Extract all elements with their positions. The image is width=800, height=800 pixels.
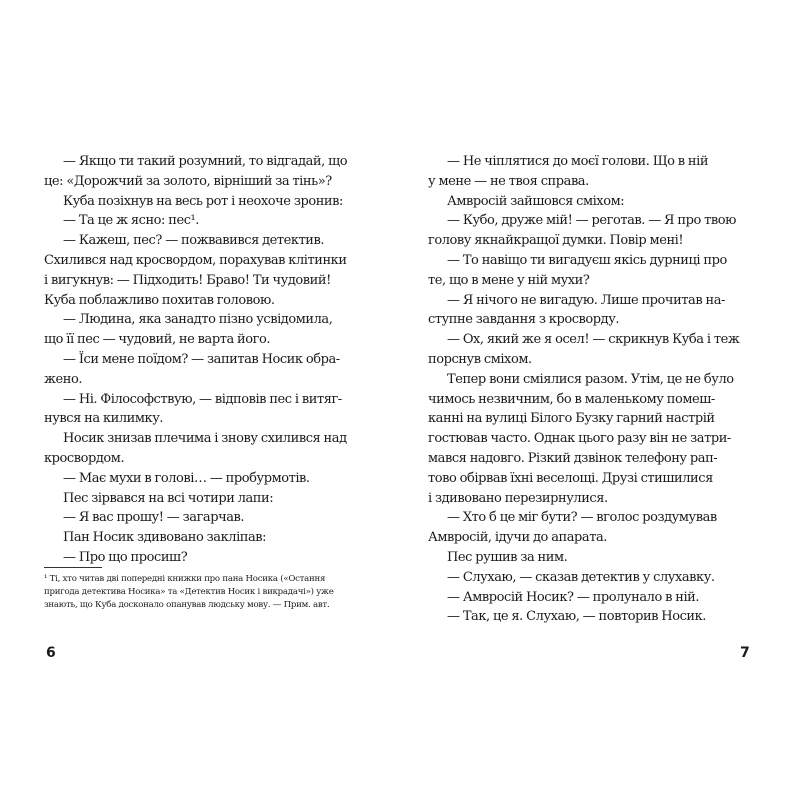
footnote [44,573,364,612]
text-line: — Так, це я. Слухаю, — повторив Носик. [447,609,706,625]
text-line: жено. [44,371,83,387]
text-line: Носик знизав плечима і знову схилився над [63,431,347,447]
text-line: Куба поблажливо похитав головою. [44,292,275,308]
text-line: Пес зірвався на всі чотири лапи: [63,490,274,506]
text-line: канні на вулиці Білого Бузку гарний настрій [428,411,715,427]
text-line: — Кубо, друже мій! — реготав. — Я про твою [447,213,736,229]
page-number-left: 6 [46,645,56,661]
text-line: порснув сміхом. [428,351,532,367]
page-number-right: 7 [740,645,750,661]
text-line: — Їси мене поїдом? — запитав Носик обра- [63,351,340,367]
text-line: тово обірвав їхні веселощі. Друзі стишилися [428,470,713,486]
text-line: — Людина, яка занадто пізно усвідомила, [63,312,333,328]
text-line: — Я вас прошу! — загарчав. [63,510,245,526]
text-line: Амвросій, ідучи до апарата. [428,530,607,546]
text-line: — Якщо ти такий розумний, то відгадай, що [63,154,348,169]
footnote-divider [44,567,102,568]
text-line: мався надовго. Різкий дзвінок телефону рап- [428,450,718,466]
text-line: ступне завдання з кросворду. [428,312,620,328]
text-line: — Ох, який же я осел! — скрикнув Куба і теж [447,332,740,348]
text-line: — Хто б це міг бути? — вголос роздумував [447,510,717,526]
text-line: — Амвросій Носик? — пролунало в ній. [447,589,700,605]
text-line: і здивовано перезирнулися. [428,490,608,506]
text-line: у мене — не твоя справа. [428,173,589,189]
text-line: кросвордом. [44,450,125,466]
footnote-line: знають, що Куба досконало опанував людську мову. — Прим. авт. [44,600,330,610]
text-line: те, що в мене у ній мухи? [428,272,590,288]
text-line: — Кажеш, пес? — пожвавився детектив. [63,233,325,249]
text-line: — Має мухи в голові… — пробурмотів. [63,470,310,486]
footnote-line: ¹ Ті, хто читав дві попередні книжки про пана Носика («Остання [44,574,326,584]
text-line: — Слухаю, — сказав детектив у слухавку. [447,569,715,585]
text-line: гостював часто. Однак цього разу він не затри- [428,431,731,447]
text-line: Тепер вони сміялися разом. Утім, це не було [447,371,734,387]
text-line: нувся на килимку. [44,411,164,427]
text-line: — Ні. Філософствую, — відповів пес і витяг- [63,391,342,407]
text-line: — То навіщо ти вигадуєш якісь дурниці про [447,252,727,268]
right-page-text [428,152,750,627]
text-line: — Про що просиш? [63,549,188,565]
text-line: Схилився над кросвордом, порахував клітинки [44,252,347,268]
text-line: і вигукнув: — Підходить! Браво! Ти чудовий! [44,272,331,288]
text-line: — Не чіплятися до моєї голови. Що в ній [447,154,709,169]
text-line: голову якнайкращої думки. Повір мені! [428,233,684,249]
text-line: — Та це ж ясно: пес¹. [63,213,199,229]
text-line: — Я нічого не вигадую. Лише прочитав на- [447,292,725,308]
text-line: це: «Дорожчий за золото, вірніший за тінь»? [44,173,332,189]
left-page-text [44,152,364,568]
text-line: Пес рушив за ним. [447,549,568,565]
footnote-line: пригода детектива Носика» та «Детектив Носик і викрадачі») уже [44,587,334,597]
text-line: Амвросій зайшовся сміхом: [447,193,625,209]
text-line: Куба позіхнув на весь рот і неохоче зронив: [63,193,343,209]
text-line: чимось незвичним, бо в маленькому помеш- [428,391,715,407]
text-line: Пан Носик здивовано закліпав: [63,530,267,546]
text-line: що її пес — чудовий, не варта його. [44,332,271,348]
